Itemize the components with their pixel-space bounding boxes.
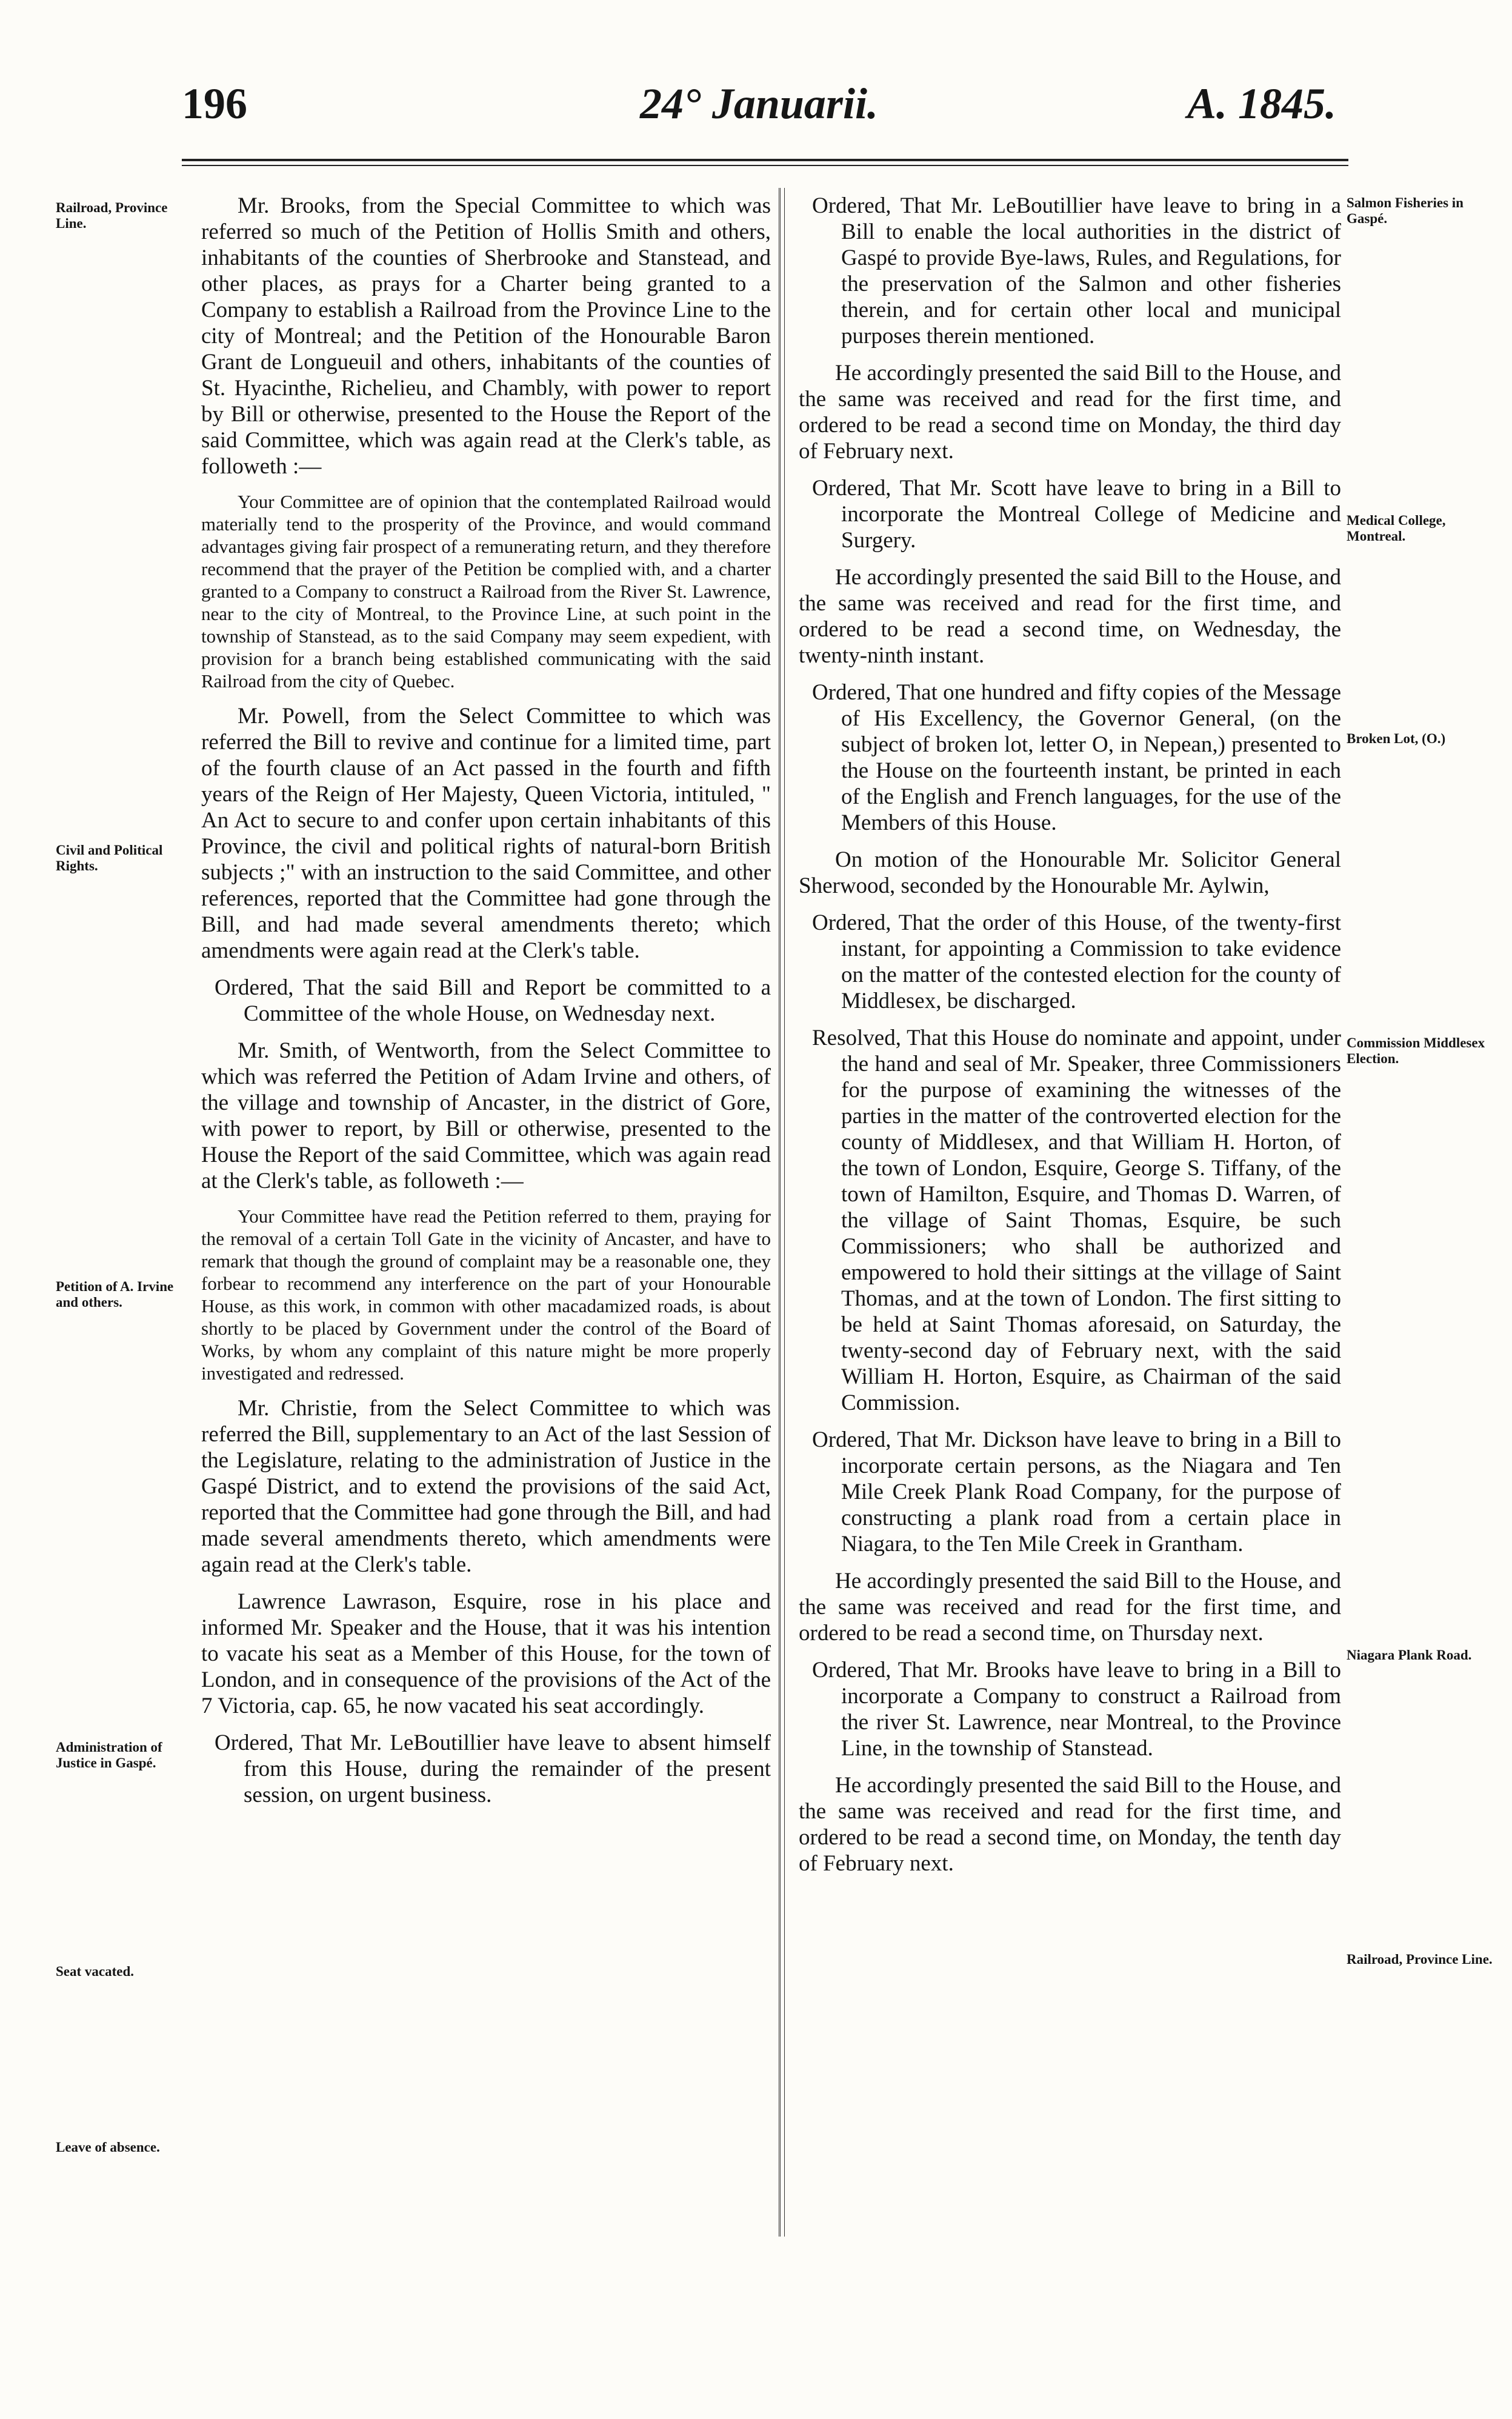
- paragraph-railroad-presented: He accordingly presented the said Bill to the House, and the same was received and read for the first time, and ordered to be read a second time, on Monday, the tenth day of February next.: [799, 1773, 1341, 1876]
- margin-note-petition-irvine: Petition of A. Irvine and others.: [56, 1279, 174, 1310]
- order-niagara-plank-road: Ordered, That Mr. Dickson have leave to bring in a Bill to incorporate certain persons, as the Niagara and Ten Mile Creek Plank Road Company, for the purpose of constructing a plank road from a certain place in Niagara, to the Ten Mile Creek in Grantham.: [812, 1427, 1341, 1557]
- order-salmon-bill: Ordered, That Mr. LeBoutillier have leave to bring in a Bill to enable the local authorities in the district of Gaspé to provide Bye-laws, Rules, and Regulations, for the preservation of the Salmon and other fisheries therein, and for certain other local and municipal purposes therein mentioned.: [812, 193, 1341, 349]
- paragraph-civil-rights: Mr. Powell, from the Select Committee to which was referred the Bill to revive and continue for a limited time, part of the fourth clause of an Act passed in the fourth and fifth years of the Reign of Her Majesty, Queen Victoria, intituled, " An Act to secure to and confer upon certain inhabitants of this Province, the civil and political rights of natural-born British subjects ;" with an instruction to the said Committee, and other references, reported that the Committee had gone through the Bill, and had made several amendments thereto; which amendments were again read at the Clerk's table.: [201, 704, 771, 963]
- left-column: [201, 193, 771, 1819]
- column-divider: [779, 188, 785, 2237]
- order-medical-college: Ordered, That Mr. Scott have leave to bring in a Bill to incorporate the Montreal College of Medicine and Surgery.: [812, 476, 1341, 553]
- margin-note-niagara: Niagara Plank Road.: [1347, 1647, 1472, 1663]
- margin-note-admin-justice: Administration of Justice in Gaspé.: [56, 1740, 162, 1770]
- margin-note-railroad-right: Railroad, Province Line.: [1347, 1952, 1493, 1967]
- page-header: [182, 79, 1336, 133]
- page-number: 196: [182, 79, 247, 128]
- margin-note-civil-rights: Civil and Political Rights.: [56, 842, 163, 873]
- margin-note-medical: Medical College, Montreal.: [1347, 513, 1446, 544]
- margin-note-railroad: Railroad, Province Line.: [56, 200, 168, 231]
- paragraph-railroad-report: Mr. Brooks, from the Special Committee to which was referred so much of the Petition of Hollis Smith and others, inhabitants of the counties of Sherbrooke and Stanstead, and other places, as prays for a Charter being granted to a Company to establish a Railroad from the Province Line to the city of Montreal; and the Petition of the Honourable Baron Grant de Longueuil and others, inhabitants of the counties of St. Hyacinthe, Richelieu, and Chambly, with power to report by Bill or otherwise, presented to the House the Report of the said Committee, which was again read at the Clerk's table, as followeth :—: [201, 193, 771, 479]
- header-rule: [182, 159, 1348, 161]
- page-date: 24° Januarii.: [640, 79, 878, 128]
- margin-note-broken-lot: Broken Lot, (O.): [1347, 731, 1446, 746]
- paragraph-medical-presented: He accordingly presented the said Bill to the House, and the same was received and read for the first time, and ordered to be read a second time, on Wednesday, the twenty-ninth instant.: [799, 565, 1341, 668]
- order-leave-absence: Ordered, That Mr. LeBoutillier have leave to absent himself from this House, during the remainder of the present session, on urgent business.: [215, 1730, 771, 1807]
- margin-note-seat-vacated: Seat vacated.: [56, 1964, 135, 1979]
- order-committal: Ordered, That the said Bill and Report be committed to a Committee of the whole House, on Wednesday next.: [215, 975, 771, 1026]
- order-railroad-bill: Ordered, That Mr. Brooks have leave to bring in a Bill to incorporate a Company to construct a Railroad from the river St. Lawrence, near Montreal, to the Province Line, in the township of Stanstead.: [812, 1658, 1341, 1761]
- right-column: [799, 193, 1341, 1887]
- report-toll-gate: Your Committee have read the Petition referred to them, praying for the removal of a certain Toll Gate in the vicinity of Ancaster, and have to remark that though the ground of complaint may be a reasonable one, they forbear to recommend any interference on the part of your Honourable House, as this work, in common with other macadamized roads, is about shortly to be placed by Government under the control of the Board of Works, by whom any complaint of this nature might be more properly investigated and redressed.: [201, 1206, 771, 1384]
- order-discharge-commission: Ordered, That the order of this House, of the twenty-first instant, for appointing a Commission to take evidence on the matter of the contested election for the county of Middlesex, be discharged.: [812, 910, 1341, 1013]
- paragraph-niagara-presented: He accordingly presented the said Bill to the House, and the same was received and read for the first time, and ordered to be read a second time, on Thursday next.: [799, 1569, 1341, 1646]
- report-railroad: Your Committee are of opinion that the contemplated Railroad would materially tend to the prosperity of the Province, and would command advantages giving fair prospect of a remunerating return, and they therefore recommend that the prayer of the Petition be complied with, and a charter granted to a Company to construct a Railroad from the River St. Lawrence, near to the city of Montreal, to the Province Line, at such point in the township of Stanstead, as to the said Company may seem expedient, with provision for a branch being established communicating with the said Railroad from the city of Quebec.: [201, 491, 771, 692]
- paragraph-seat-vacated: Lawrence Lawrason, Esquire, rose in his place and informed Mr. Speaker and the House, that it was his intention to vacate his seat as a Member of this House, for the town of London, and in consequence of the provisions of the Act of the 7 Victoria, cap. 65, he now vacated his seat accordingly.: [201, 1589, 771, 1718]
- page-year: A. 1845.: [1187, 79, 1336, 128]
- paragraph-motion-sherwood: On motion of the Honourable Mr. Solicitor General Sherwood, seconded by the Honourable Mr. Aylwin,: [799, 847, 1341, 898]
- margin-note-commission: Commission Middlesex Election.: [1347, 1035, 1485, 1066]
- paragraph-salmon-presented: He accordingly presented the said Bill to the House, and the same was received and read for the first time, and ordered to be read a second time on Monday, the third day of February next.: [799, 361, 1341, 464]
- resolution-commissioners: Resolved, That this House do nominate and appoint, under the hand and seal of Mr. Speaker, three Commissioners for the purpose of examining the witnesses of the parties in the matter of the controverted election for the county of Middlesex, and that William H. Horton, of the town of London, Esquire, George S. Tiffany, of the town of Hamilton, Esquire, and Thomas D. Warren, of the village of Saint Thomas, Esquire, be such Commissioners; who shall be authorized and empowered to hold their sittings at the village of Saint Thomas, and at the town of London. The first sitting to be held at Saint Thomas aforesaid, on Saturday, the twenty-second day of February next, with the said William H. Horton, Esquire, as Chairman of the said Commission.: [812, 1026, 1341, 1415]
- header-rule-thin: [182, 165, 1348, 166]
- paragraph-irvine-petition: Mr. Smith, of Wentworth, from the Select Committee to which was referred the Petition of Adam Irvine and others, of the village and township of Ancaster, in the district of Gore, with power to report, by Bill or otherwise, presented to the House the Report of the said Committee, which was again read at the Clerk's table, as followeth :—: [201, 1038, 771, 1193]
- order-broken-lot: Ordered, That one hundred and fifty copies of the Message of His Excellency, the Governor General, (on the subject of broken lot, letter O, in Nepean,) presented to the House on the fourteenth instant, be printed in each of the English and French languages, for the use of the Members of this House.: [812, 680, 1341, 835]
- margin-note-leave-absence: Leave of absence.: [56, 2140, 160, 2155]
- margin-note-salmon: Salmon Fisheries in Gaspé.: [1347, 195, 1464, 226]
- paragraph-gaspe-justice: Mr. Christie, from the Select Committee to which was referred the Bill, supplementary to an Act of the last Session of the Legislature, relating to the administration of Justice in the Gaspé District, and to extend the provisions of the said Act, reported that the Committee had gone through the Bill, and had made several amendments thereto, which amendments were again read at the Clerk's table.: [201, 1396, 771, 1577]
